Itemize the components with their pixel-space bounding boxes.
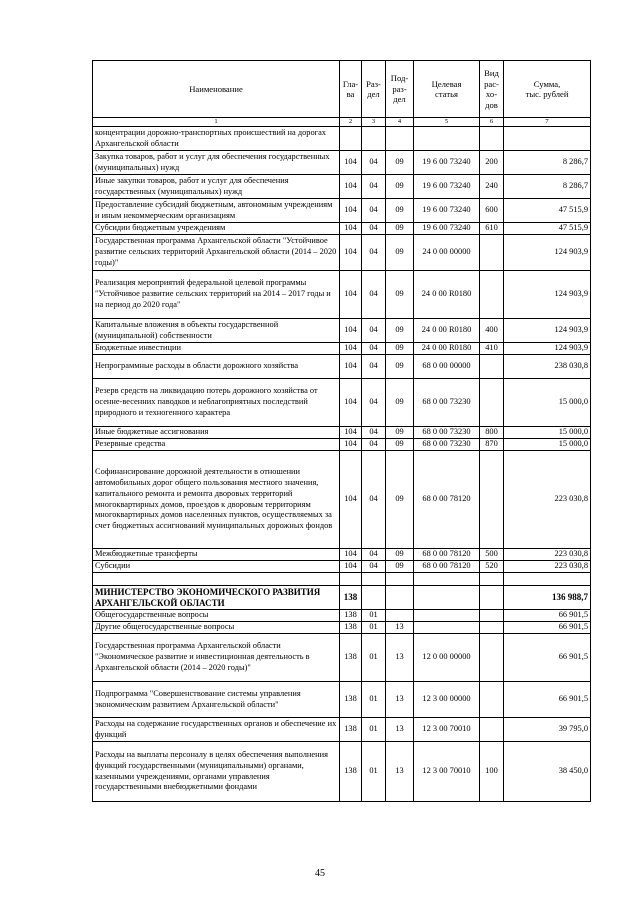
cell-razdel: 04 xyxy=(362,549,386,561)
cell-summa: 8 286,7 xyxy=(504,151,591,175)
header-vid-rashodov: Вид рас- хо- дов xyxy=(480,61,504,118)
cell-podrazdel: 13 xyxy=(386,742,414,802)
cell-summa: 223 030,8 xyxy=(504,549,591,561)
cell-razdel: 04 xyxy=(362,355,386,379)
cell-podrazdel: 09 xyxy=(386,271,414,319)
cell-podrazdel: 13 xyxy=(386,622,414,634)
cell-vid-rashodov xyxy=(480,235,504,271)
table-row xyxy=(93,235,591,271)
cell-name: Государственная программа Архангельской области "Устойчивое развитие сельских территорий Архангельской области (2014 – 2020 годы)" xyxy=(93,235,340,271)
cell-celevaya-statya: 24 0 00 R0180 xyxy=(414,319,480,343)
cell-razdel: 01 xyxy=(362,682,386,718)
cell-vid-rashodov xyxy=(480,586,504,610)
col-number: 3 xyxy=(362,118,386,127)
cell-name: Другие общегосударственные вопросы xyxy=(93,622,340,634)
cell-glava: 104 xyxy=(340,439,362,451)
page-number: 45 xyxy=(315,868,325,879)
table-row xyxy=(93,622,591,634)
cell-celevaya-statya: 68 0 00 78120 xyxy=(414,451,480,549)
cell-glava: 104 xyxy=(340,355,362,379)
table-row xyxy=(93,127,591,151)
cell-name: Капитальные вложения в объекты государственной (муниципальной) собственности xyxy=(93,319,340,343)
table-row xyxy=(93,379,591,427)
col-number: 5 xyxy=(414,118,480,127)
cell-summa: 15 000,0 xyxy=(504,427,591,439)
cell-vid-rashodov: 610 xyxy=(480,223,504,235)
cell-name: Непрограммные расходы в области дорожного хозяйства xyxy=(93,355,340,379)
cell-celevaya-statya xyxy=(414,610,480,622)
cell-glava: 104 xyxy=(340,175,362,199)
cell-glava: 104 xyxy=(340,319,362,343)
cell-vid-rashodov: 600 xyxy=(480,199,504,223)
cell-razdel: 04 xyxy=(362,343,386,355)
cell-glava: 138 xyxy=(340,742,362,802)
table-row xyxy=(93,343,591,355)
cell-name: Резерв средств на ликвидацию потерь дорожного хозяйства от осенне-весенних паводков и неблагоприятных последствий природного и техногенного характера xyxy=(93,379,340,427)
table-row xyxy=(93,439,591,451)
cell-name: Иные закупки товаров, работ и услуг для обеспечения государственных (муниципальных) нужд xyxy=(93,175,340,199)
cell-razdel: 04 xyxy=(362,439,386,451)
cell-razdel: 01 xyxy=(362,634,386,682)
cell-celevaya-statya: 12 0 00 00000 xyxy=(414,634,480,682)
cell-razdel: 04 xyxy=(362,235,386,271)
cell-vid-rashodov xyxy=(480,682,504,718)
cell-razdel: 04 xyxy=(362,427,386,439)
budget-table-container xyxy=(92,60,590,802)
cell-glava: 104 xyxy=(340,235,362,271)
cell-celevaya-statya: 12 3 00 00000 xyxy=(414,682,480,718)
cell-summa: 15 000,0 xyxy=(504,439,591,451)
cell-glava: 104 xyxy=(340,271,362,319)
spacer-cell xyxy=(480,573,504,586)
cell-glava: 104 xyxy=(340,427,362,439)
cell-glava xyxy=(340,127,362,151)
cell-name: МИНИСТЕРСТВО ЭКОНОМИЧЕСКОГО РАЗВИТИЯ АРХАНГЕЛЬСКОЙ ОБЛАСТИ xyxy=(93,586,340,610)
cell-glava: 104 xyxy=(340,379,362,427)
cell-summa: 39 795,0 xyxy=(504,718,591,742)
cell-razdel: 01 xyxy=(362,610,386,622)
cell-name: Реализация мероприятий федеральной целевой программы "Устойчивое развитие сельских территорий на 2014 – 2017 годы и на период до 2020 года" xyxy=(93,271,340,319)
cell-glava: 104 xyxy=(340,151,362,175)
cell-summa: 8 286,7 xyxy=(504,175,591,199)
cell-vid-rashodov xyxy=(480,355,504,379)
cell-razdel: 04 xyxy=(362,223,386,235)
cell-glava: 104 xyxy=(340,549,362,561)
cell-celevaya-statya xyxy=(414,586,480,610)
cell-razdel xyxy=(362,586,386,610)
cell-celevaya-statya xyxy=(414,127,480,151)
cell-vid-rashodov xyxy=(480,622,504,634)
table-row xyxy=(93,319,591,343)
cell-celevaya-statya: 19 6 00 73240 xyxy=(414,199,480,223)
cell-razdel: 04 xyxy=(362,151,386,175)
cell-razdel: 01 xyxy=(362,742,386,802)
cell-podrazdel: 13 xyxy=(386,682,414,718)
cell-razdel: 04 xyxy=(362,561,386,573)
spacer-cell xyxy=(386,573,414,586)
cell-vid-rashodov xyxy=(480,127,504,151)
cell-name: Софинансирование дорожной деятельности в отношении автомобильных дорог общего пользования местного значения, капитального ремонта и ремонта дворовых территорий многоквартирных домов, проездов к дворовым территориям многоквартирных домов населенных пунктов, осуществляемых за счет бюджетных ассигнований муниципальных дорожных фондов xyxy=(93,451,340,549)
table-row xyxy=(93,682,591,718)
cell-vid-rashodov: 410 xyxy=(480,343,504,355)
table-row xyxy=(93,199,591,223)
budget-table xyxy=(92,60,591,802)
cell-podrazdel: 09 xyxy=(386,549,414,561)
cell-celevaya-statya: 24 0 00 R0180 xyxy=(414,271,480,319)
cell-glava: 104 xyxy=(340,343,362,355)
cell-summa: 66 901,5 xyxy=(504,634,591,682)
table-row xyxy=(93,586,591,610)
cell-glava: 138 xyxy=(340,682,362,718)
cell-glava: 104 xyxy=(340,223,362,235)
cell-vid-rashodov: 870 xyxy=(480,439,504,451)
cell-summa: 66 901,5 xyxy=(504,610,591,622)
spacer-cell xyxy=(362,573,386,586)
cell-vid-rashodov: 240 xyxy=(480,175,504,199)
cell-summa: 223 030,8 xyxy=(504,451,591,549)
cell-summa: 47 515,9 xyxy=(504,199,591,223)
cell-podrazdel: 09 xyxy=(386,175,414,199)
cell-vid-rashodov: 520 xyxy=(480,561,504,573)
cell-vid-rashodov xyxy=(480,271,504,319)
table-row xyxy=(93,427,591,439)
cell-podrazdel: 09 xyxy=(386,427,414,439)
cell-razdel: 04 xyxy=(362,451,386,549)
cell-glava: 138 xyxy=(340,634,362,682)
col-number: 4 xyxy=(386,118,414,127)
cell-celevaya-statya: 68 0 00 73230 xyxy=(414,439,480,451)
cell-vid-rashodov: 800 xyxy=(480,427,504,439)
cell-name: Общегосударственные вопросы xyxy=(93,610,340,622)
cell-name: Субсидии бюджетным учреждениям xyxy=(93,223,340,235)
header-name: Наименование xyxy=(93,61,340,118)
header-celevaya-statya: Целевая статья xyxy=(414,61,480,118)
cell-summa: 66 901,5 xyxy=(504,682,591,718)
table-row xyxy=(93,549,591,561)
table-row xyxy=(93,742,591,802)
cell-glava: 104 xyxy=(340,451,362,549)
cell-name: Подпрограмма "Совершенствование системы управления экономическим развитием Архангельской области" xyxy=(93,682,340,718)
cell-vid-rashodov: 100 xyxy=(480,742,504,802)
cell-summa: 238 030,8 xyxy=(504,355,591,379)
column-number-row xyxy=(93,118,591,127)
cell-vid-rashodov: 200 xyxy=(480,151,504,175)
cell-name: Предоставление субсидий бюджетным, автономным учреждениям и иным некоммерческим организациям xyxy=(93,199,340,223)
cell-podrazdel: 09 xyxy=(386,343,414,355)
cell-vid-rashodov: 400 xyxy=(480,319,504,343)
cell-razdel: 01 xyxy=(362,622,386,634)
col-number: 2 xyxy=(340,118,362,127)
cell-razdel: 01 xyxy=(362,718,386,742)
table-row xyxy=(93,610,591,622)
cell-vid-rashodov xyxy=(480,379,504,427)
header-glava: Гла- ва xyxy=(340,61,362,118)
spacer-cell xyxy=(93,573,340,586)
cell-name: Бюджетные инвестиции xyxy=(93,343,340,355)
cell-glava: 138 xyxy=(340,586,362,610)
cell-summa: 66 901,5 xyxy=(504,622,591,634)
cell-razdel: 04 xyxy=(362,379,386,427)
cell-celevaya-statya: 12 3 00 70010 xyxy=(414,742,480,802)
cell-podrazdel: 09 xyxy=(386,223,414,235)
spacer-cell xyxy=(340,573,362,586)
cell-summa: 38 450,0 xyxy=(504,742,591,802)
cell-celevaya-statya: 24 0 00 00000 xyxy=(414,235,480,271)
cell-summa: 124 903,9 xyxy=(504,271,591,319)
cell-summa xyxy=(504,127,591,151)
cell-celevaya-statya: 19 6 00 73240 xyxy=(414,223,480,235)
table-row xyxy=(93,223,591,235)
cell-name: Расходы на содержание государственных органов и обеспечение их функций xyxy=(93,718,340,742)
cell-razdel: 04 xyxy=(362,199,386,223)
spacer-cell xyxy=(414,573,480,586)
cell-summa: 136 988,7 xyxy=(504,586,591,610)
cell-summa: 15 000,0 xyxy=(504,379,591,427)
cell-podrazdel: 09 xyxy=(386,151,414,175)
cell-name: Государственная программа Архангельской области "Экономическое развитие и инвестиционная деятельность в Архангельской области (2014 – 2020 годы)" xyxy=(93,634,340,682)
cell-podrazdel xyxy=(386,610,414,622)
cell-podrazdel: 13 xyxy=(386,718,414,742)
cell-celevaya-statya: 24 0 00 R0180 xyxy=(414,343,480,355)
cell-vid-rashodov xyxy=(480,634,504,682)
table-row xyxy=(93,355,591,379)
cell-podrazdel: 09 xyxy=(386,451,414,549)
table-row xyxy=(93,451,591,549)
header-podrazdel: Под- раз- дел xyxy=(386,61,414,118)
cell-celevaya-statya: 68 0 00 73230 xyxy=(414,379,480,427)
cell-glava: 138 xyxy=(340,622,362,634)
table-row xyxy=(93,175,591,199)
header-summa: Сумма, тыс. рублей xyxy=(504,61,591,118)
cell-name: Закупка товаров, работ и услуг для обеспечения государственных (муниципальных) нужд xyxy=(93,151,340,175)
cell-celevaya-statya xyxy=(414,622,480,634)
table-body xyxy=(93,127,591,802)
cell-podrazdel: 09 xyxy=(386,561,414,573)
cell-razdel: 04 xyxy=(362,271,386,319)
spacer-cell xyxy=(504,573,591,586)
cell-celevaya-statya: 68 0 00 00000 xyxy=(414,355,480,379)
col-number: 6 xyxy=(480,118,504,127)
cell-podrazdel: 09 xyxy=(386,319,414,343)
cell-name: концентрации дорожно-транспортных происшествий на дорогах Архангельской области xyxy=(93,127,340,151)
cell-celevaya-statya: 68 0 00 78120 xyxy=(414,549,480,561)
cell-name: Межбюджетные трансферты xyxy=(93,549,340,561)
cell-podrazdel: 13 xyxy=(386,634,414,682)
table-row xyxy=(93,271,591,319)
cell-glava: 104 xyxy=(340,561,362,573)
cell-glava: 138 xyxy=(340,610,362,622)
cell-podrazdel: 09 xyxy=(386,379,414,427)
cell-celevaya-statya: 68 0 00 73230 xyxy=(414,427,480,439)
cell-summa: 124 903,9 xyxy=(504,343,591,355)
table-row xyxy=(93,151,591,175)
col-number: 1 xyxy=(93,118,340,127)
cell-podrazdel: 09 xyxy=(386,199,414,223)
cell-summa: 223 030,8 xyxy=(504,561,591,573)
cell-podrazdel xyxy=(386,127,414,151)
header-razdel: Раз- дел xyxy=(362,61,386,118)
cell-podrazdel: 09 xyxy=(386,439,414,451)
cell-glava: 104 xyxy=(340,199,362,223)
cell-name: Иные бюджетные ассигнования xyxy=(93,427,340,439)
cell-vid-rashodov: 500 xyxy=(480,549,504,561)
cell-podrazdel: 09 xyxy=(386,355,414,379)
cell-razdel: 04 xyxy=(362,175,386,199)
cell-summa: 47 515,9 xyxy=(504,223,591,235)
cell-podrazdel xyxy=(386,586,414,610)
cell-celevaya-statya: 12 3 00 70010 xyxy=(414,718,480,742)
cell-celevaya-statya: 19 6 00 73240 xyxy=(414,151,480,175)
table-row xyxy=(93,634,591,682)
cell-razdel xyxy=(362,127,386,151)
table-row xyxy=(93,561,591,573)
cell-glava: 138 xyxy=(340,718,362,742)
table-row xyxy=(93,718,591,742)
cell-vid-rashodov xyxy=(480,451,504,549)
cell-vid-rashodov xyxy=(480,610,504,622)
col-number: 7 xyxy=(504,118,591,127)
cell-razdel: 04 xyxy=(362,319,386,343)
cell-summa: 124 903,9 xyxy=(504,319,591,343)
spacer-row xyxy=(93,573,591,586)
header-row xyxy=(93,61,591,118)
cell-summa: 124 903,9 xyxy=(504,235,591,271)
cell-name: Расходы на выплаты персоналу в целях обеспечения выполнения функций государственными (муниципальными) органами, казенными учреждениями, органами управления государственными внебюджетными фондами xyxy=(93,742,340,802)
cell-podrazdel: 09 xyxy=(386,235,414,271)
cell-celevaya-statya: 19 6 00 73240 xyxy=(414,175,480,199)
cell-name: Резервные средства xyxy=(93,439,340,451)
cell-celevaya-statya: 68 0 00 78120 xyxy=(414,561,480,573)
cell-name: Субсидии xyxy=(93,561,340,573)
cell-vid-rashodov xyxy=(480,718,504,742)
